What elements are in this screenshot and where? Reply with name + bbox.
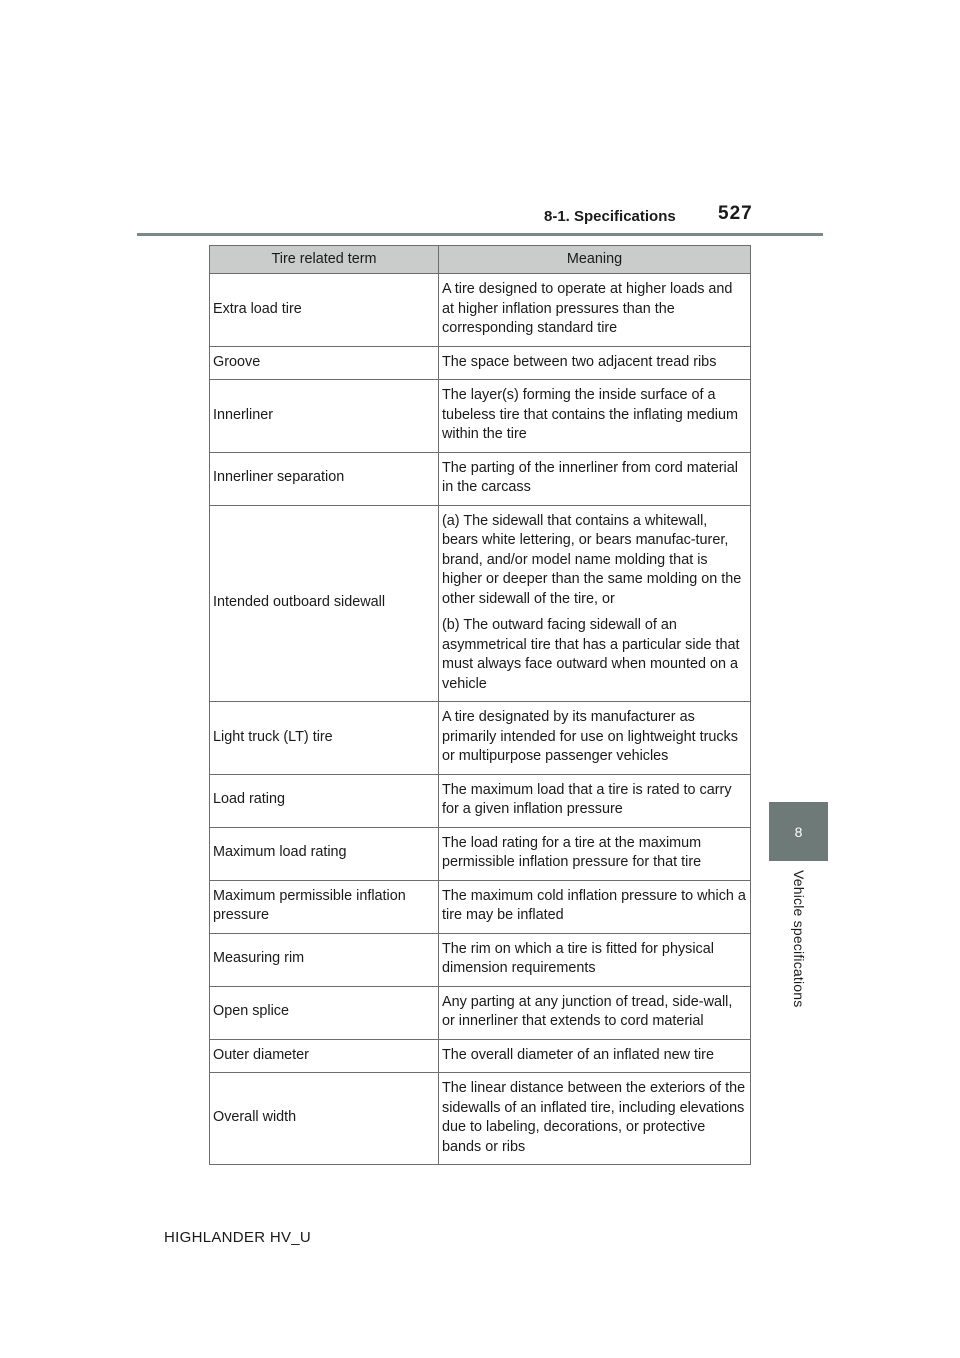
meaning-cell (439, 452, 751, 505)
term-cell: Measuring rim (210, 933, 439, 986)
meaning-cell (439, 880, 751, 933)
term-cell: Innerliner (210, 380, 439, 453)
table-row (210, 774, 751, 827)
term-cell: Extra load tire (210, 274, 439, 347)
table-row (210, 505, 751, 702)
table-row (210, 827, 751, 880)
meaning-cell (439, 274, 751, 347)
chapter-label: Vehicle specifications (791, 870, 807, 1008)
table-header-row (210, 246, 751, 274)
header-divider (137, 233, 823, 236)
section-title: 8-1. Specifications (544, 208, 676, 225)
meaning-cell (439, 702, 751, 775)
term-cell: Open splice (210, 986, 439, 1039)
meaning-cell (439, 346, 751, 380)
meaning-cell (439, 986, 751, 1039)
table-row (210, 380, 751, 453)
table-row (210, 274, 751, 347)
meaning-cell (439, 505, 751, 702)
meaning-cell (439, 827, 751, 880)
meaning-paragraph: The maximum cold inflation pressure to which a tire may be inflated (442, 887, 746, 923)
meaning-paragraph: (a) The sidewall that contains a whitewall, bears white lettering, or bears manufac-turer, brand, and/or model name molding that is higher or deeper than the same molding on the other sidewall of the tire, or (442, 512, 742, 607)
table-row (210, 702, 751, 775)
column-header-term: Tire related term (210, 246, 439, 274)
table-body (210, 274, 751, 1165)
table-row (210, 452, 751, 505)
meaning-cell (439, 1073, 751, 1165)
page-number: 527 (718, 203, 753, 224)
term-cell: Load rating (210, 774, 439, 827)
table-row (210, 1073, 751, 1165)
meaning-paragraph: The layer(s) forming the inside surface of a tubeless tire that contains the inflating medium within the tire (442, 387, 738, 442)
meaning-cell (439, 380, 751, 453)
column-header-meaning: Meaning (439, 246, 751, 274)
meaning-paragraph: A tire designated by its manufacturer as primarily intended for use on lightweight trucks or multipurpose passenger vehicles (442, 709, 738, 764)
table-row (210, 880, 751, 933)
chapter-tab: 8 (769, 802, 828, 861)
term-cell: Maximum permissible inflation pressure (210, 880, 439, 933)
table-row (210, 346, 751, 380)
meaning-paragraph: The maximum load that a tire is rated to carry for a given inflation pressure (442, 781, 732, 817)
meaning-paragraph: The load rating for a tire at the maximum permissible inflation pressure for that tire (442, 834, 702, 870)
meaning-paragraph: The space between two adjacent tread ribs (442, 353, 717, 370)
table-row (210, 933, 751, 986)
meaning-paragraph: (b) The outward facing sidewall of an asymmetrical tire that has a particular side that must always face outward when mounted on a vehicle (442, 617, 740, 692)
meaning-cell (439, 933, 751, 986)
table-row (210, 986, 751, 1039)
meaning-cell (439, 774, 751, 827)
term-cell: Outer diameter (210, 1039, 439, 1073)
footer-model: HIGHLANDER HV_U (164, 1229, 312, 1246)
term-cell: Intended outboard sidewall (210, 505, 439, 702)
meaning-cell (439, 1039, 751, 1073)
term-cell: Innerliner separation (210, 452, 439, 505)
meaning-paragraph: The overall diameter of an inflated new tire (442, 1046, 714, 1063)
term-cell: Groove (210, 346, 439, 380)
meaning-paragraph: A tire designed to operate at higher loads and at higher inflation pressures than the corresponding standard tire (442, 281, 733, 336)
meaning-paragraph: Any parting at any junction of tread, side-wall, or innerliner that extends to cord material (442, 993, 733, 1029)
meaning-paragraph: The linear distance between the exteriors of the sidewalls of an inflated tire, including elevations due to labeling, decorations, or protective bands or ribs (442, 1080, 746, 1155)
term-cell: Overall width (210, 1073, 439, 1165)
meaning-paragraph: The rim on which a tire is fitted for physical dimension requirements (442, 940, 714, 976)
term-cell: Maximum load rating (210, 827, 439, 880)
term-cell: Light truck (LT) tire (210, 702, 439, 775)
table-row (210, 1039, 751, 1073)
tire-terms-table (209, 245, 751, 1165)
meaning-paragraph: The parting of the innerliner from cord material in the carcass (442, 459, 738, 495)
